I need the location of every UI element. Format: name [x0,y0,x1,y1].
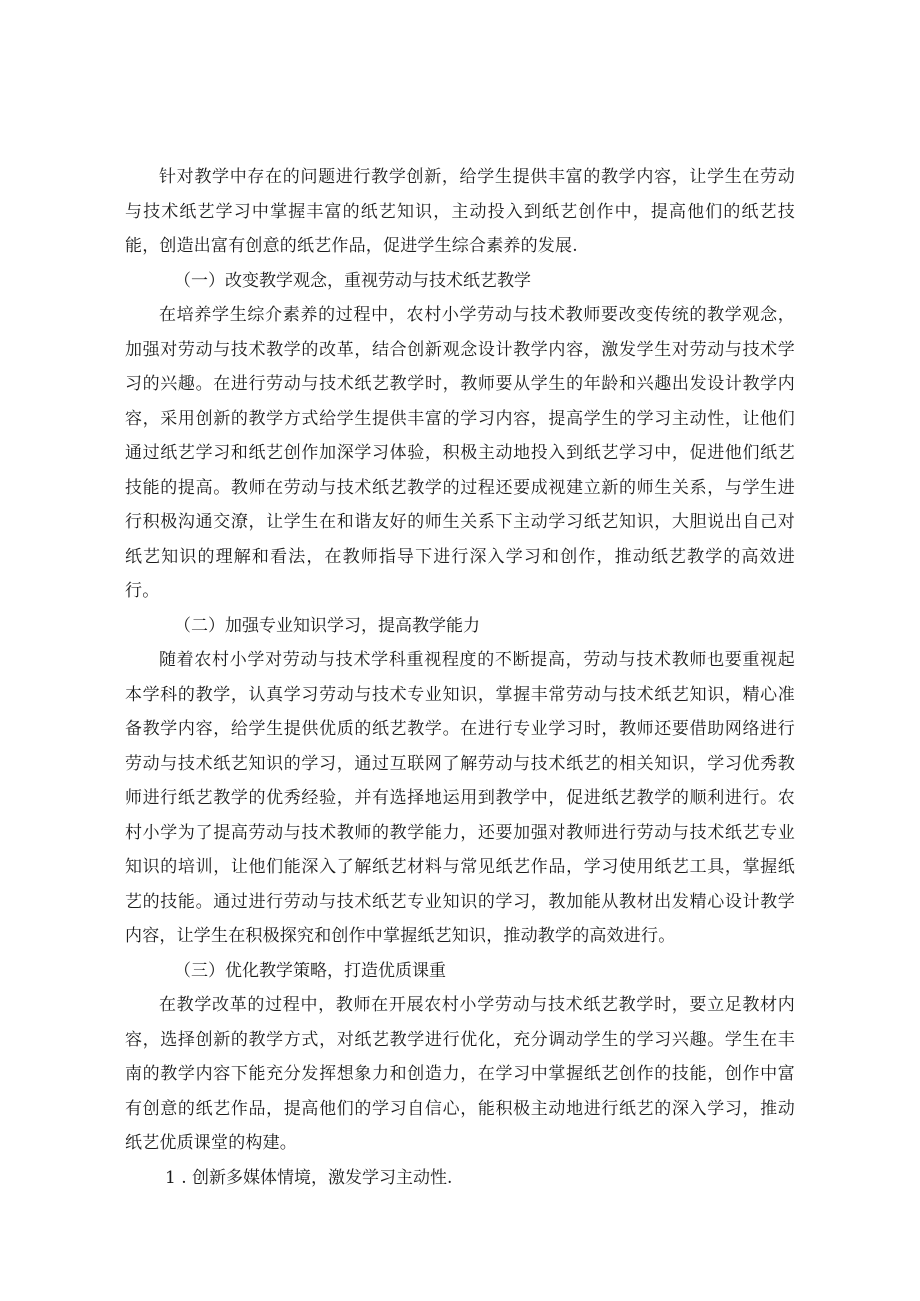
section-heading-1: （一）改变教学观念，重视劳动与技术纸艺教学 [174,270,531,291]
intro-paragraph: 针对教学中存在的问题进行教学创新，给学生提供丰富的教学内容，让学生在劳动与技术纸艺学习中掌握丰富的纸艺知识，主动投入到纸艺创作中，提高他们的纸艺技能，创造出富有创意的纸艺作品，促进学生综合素养的发展. [125,167,795,256]
section-paragraph-3: 在教学改革的过程中，教师在开展农村小学劳动与技术纸艺教学时，要立足教材内容，选择创新的教学方式，对纸艺教学进行优化，充分调动学生的学习兴趣。学生在丰南的教学内容下能充分发挥想象力和创造力，在学习中掌握纸艺创作的技能，创作中富有创意的纸艺作品，提高他们的学习自信心，能积极主动地进行纸艺的深入学习，推动纸艺优质课堂的构建。 [125,995,795,1153]
section-paragraph-1: 在培养学生综介素养的过程中，农村小学劳动与技术教师要改变传统的教学观念，加强对劳动与技术教学的改革，结合创新观念设计教学内容，激发学生对劳动与技术学习的兴趣。在进行劳动与技术纸艺教学时，教师要从学生的年龄和兴趣出发设计教学内容，采用创新的教学方式给学生提供丰富的学习内容，提高学生的学习主动性，让他们通过纸艺学习和纸艺创作加深学习体验，积极主动地投入到纸艺学习中，促进他们纸艺技能的提高。教师在劳动与技术纸艺教学的过程还要成视建立新的师生关系，与学生进行积极沟通交潦，让学生在和谐友好的师生关系下主动学习纸艺知识，大胆说出自己对纸艺知识的理解和看法，在教师指导下进行深入学习和创作，推动纸艺教学的高效进行。 [125,305,795,601]
section-paragraph-2: 随着农村小学对劳动与技术学科重视程度的不断提高，劳动与技术教师也要重视起本学科的教学，认真学习劳动与技术专业知识，掌握丰常劳动与技术纸艺知识，精心准备教学内容，给学生提供优质的纸艺教学。在进行专业学习时，教师还要借助网络进行劳动与技术纸艺知识的学习，通过互联网了解劳动与技术纸艺的相关知识，学习优秀教师进行纸艺教学的优秀经验，并有选择地运用到教学中，促进纸艺教学的顺利进行。农村小学为了提高劳动与技术教师的教学能力，还要加强对教师进行劳动与技术纸艺专业知识的培训，让他们能深入了解纸艺材料与常见纸艺作品，学习使用纸艺工具，掌握纸艺的技能。通过进行劳动与技术纸艺专业知识的学习，教加能从教材出发精心设计教学内容，让学生在积极探究和创作中掌握纸艺知识，推动教学的高效进行。 [125,650,795,946]
section-heading-3: （三）优化教学策略，打造优质课重 [174,960,446,981]
numbered-item-1: 1 . 创新多媒体情境，激发学习主动性. [165,1167,453,1188]
document-body [125,160,795,1195]
section-heading-2: （二）加强专业知识学习，提高教学能力 [174,615,480,636]
